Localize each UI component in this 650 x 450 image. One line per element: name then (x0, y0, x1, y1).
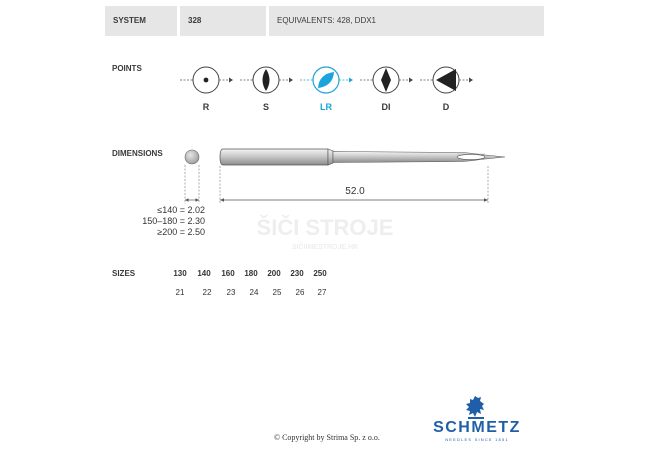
needle-cross-section (185, 150, 199, 164)
size-singer-24: 24 (249, 288, 259, 297)
point-label-d: D (442, 102, 450, 112)
size-singer-25: 25 (272, 288, 282, 297)
point-label-s: S (262, 102, 269, 112)
size-metric-160: 160 (221, 269, 235, 278)
size-singer-26: 26 (295, 288, 305, 297)
diameter-line-2: 150–180 = 2.30 (142, 216, 205, 226)
size-singer-22: 22 (202, 288, 212, 297)
dimensions-label: DIMENSIONS (112, 149, 163, 158)
point-label-r: R (202, 102, 210, 112)
point-lr-icon (300, 67, 353, 93)
equivalents-text: EQUIVALENTS: 428, DDX1 (277, 16, 376, 25)
point-label-di: DI (381, 102, 391, 112)
point-label-lr: LR (320, 102, 332, 112)
points-label: POINTS (112, 64, 142, 73)
copyright-text: © Copyright by Strima Sp. z o.o. (274, 433, 380, 442)
size-metric-200: 200 (267, 269, 281, 278)
equivalents-box (269, 6, 544, 36)
system-label-box (105, 6, 177, 36)
size-metric-130: 130 (173, 269, 187, 278)
size-metric-140: 140 (197, 269, 211, 278)
system-value: 328 (188, 16, 202, 25)
point-d-icon (420, 67, 473, 93)
needle-diagram (175, 140, 545, 212)
needle-length: 52.0 (345, 186, 365, 197)
size-metric-250: 250 (313, 269, 327, 278)
diameter-line-1: ≤140 = 2.02 (157, 205, 205, 215)
system-value-box (180, 6, 266, 36)
point-di-icon (360, 67, 413, 93)
size-singer-21: 21 (175, 288, 185, 297)
diameter-list (100, 205, 205, 239)
size-metric-180: 180 (244, 269, 258, 278)
system-label: SYSTEM (113, 16, 146, 25)
sizes-label: SIZES (112, 269, 136, 278)
diameter-line-3: ≥200 = 2.50 (157, 227, 205, 237)
point-s-icon (240, 67, 293, 93)
size-singer-23: 23 (226, 288, 236, 297)
schmetz-lion-icon (462, 395, 490, 421)
watermark-title: ŠIČI STROJE (256, 215, 394, 240)
watermark-subtitle: SIČIIMESTROJE.HR (291, 244, 359, 251)
point-r-icon (180, 67, 233, 93)
points-diagram (175, 60, 475, 102)
size-singer-27: 27 (317, 288, 327, 297)
schmetz-tagline: NEEDLES SINCE 1851 (445, 437, 509, 442)
schmetz-logo-text: SCHMETZ (433, 419, 521, 436)
size-metric-230: 230 (290, 269, 304, 278)
needle-shank (220, 149, 328, 165)
needle-eye (457, 154, 485, 159)
